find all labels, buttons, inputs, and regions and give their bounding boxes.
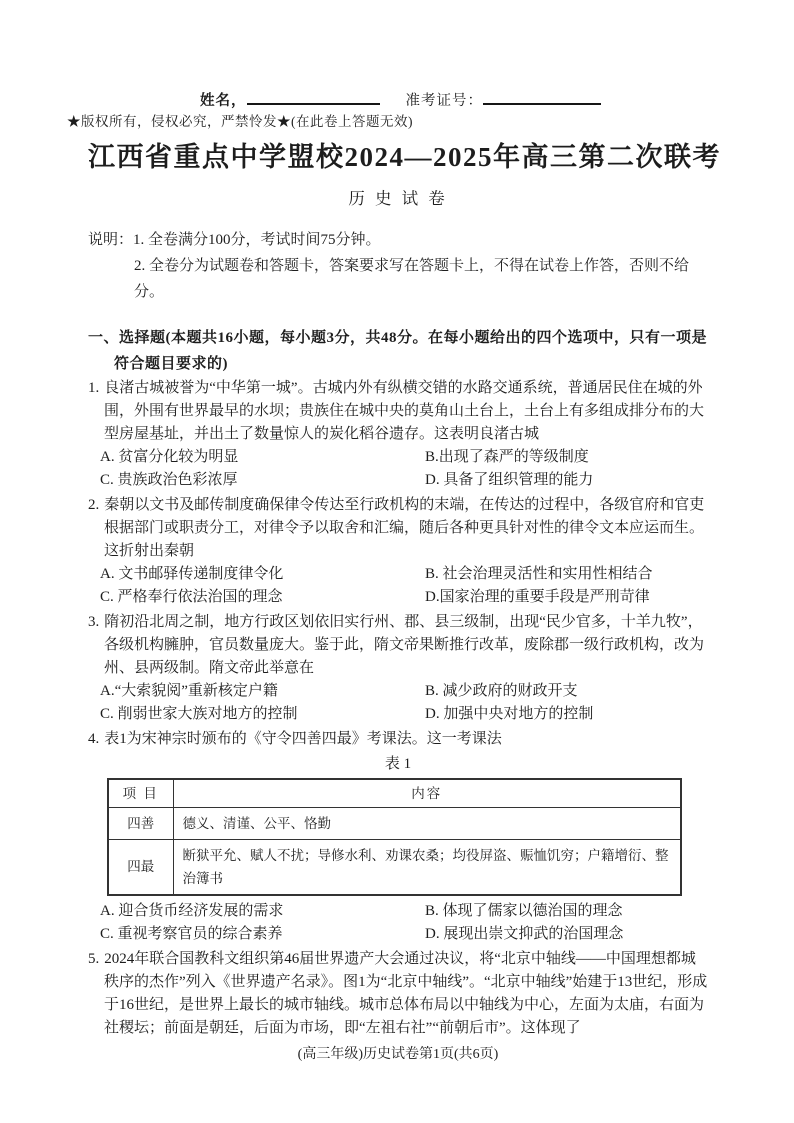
table-1 (107, 778, 682, 896)
section-heading: 一、选择题(本题共16小题，每小题3分，共48分。在每小题给出的四个选项中，只有一项是符合题目要求的) (88, 330, 707, 372)
subject-title: 历 史 试 卷 (348, 189, 448, 208)
question-3-text: 隋初沿北周之制，地方行政区划依旧实行州、郡、县三级制，出现“民少官多，十羊九牧”，各级机构臃肿，官员数量庞大。鉴于此，隋文帝果断推行改革，废除郡一级行政机构，改为州、县两级制。隋文帝此举意在 (104, 614, 705, 676)
question-5 (88, 948, 708, 1040)
exam-no-label: 准考证号： (405, 93, 483, 109)
question-1-stem (88, 377, 708, 446)
page-title: 江西省重点中学盟校2024—2025年高三第二次联考 (88, 142, 721, 172)
question-4-number: 4. (88, 731, 100, 747)
copyright-notice: ★版权所有，侵权必究，严禁怜发★(在此卷上答题无效) (67, 114, 413, 129)
exam-instructions (88, 227, 708, 305)
question-2-option-c: C. 严格奉行依法治国的理念 (100, 589, 283, 605)
table-header-content: 内容 (173, 779, 681, 807)
question-4-options (88, 900, 708, 946)
name-blank-field[interactable] (247, 93, 380, 105)
table-row (108, 807, 681, 839)
question-3-stem (88, 611, 708, 680)
table-cell-category: 四善 (108, 807, 173, 839)
question-3-option-a: A.“大索貌阅”重新核定户籍 (100, 683, 278, 699)
table-row (108, 779, 681, 807)
question-4 (88, 728, 708, 946)
question-2-text: 秦朝以文书及邮传制度确保律令传达至行政机构的末端，在传达的过程中，各级官府和官吏根据部门或职责分工，对律令予以取舍和汇编，随后各种更具针对性的律令文本应运而生。这折射出秦朝 (104, 497, 705, 559)
question-2-option-a: A. 文书邮驿传递制度律令化 (100, 566, 284, 582)
question-1 (88, 377, 708, 492)
table-1-caption: 表 1 (384, 756, 412, 772)
instructions-label: 说明： (88, 232, 134, 248)
table-header-item: 项 目 (108, 779, 173, 807)
question-3-options (88, 680, 708, 726)
question-4-option-a: A. 迎合货币经济发展的需求 (100, 902, 284, 919)
page-footer: (高三年级)历史试卷第1页(共6页) (297, 1046, 499, 1062)
question-2-option-b: B. 社会治理灵活性和实用性相结合 (425, 566, 653, 582)
question-4-option-b: B. 体现了儒家以德治国的理念 (425, 902, 623, 919)
question-4-stem (88, 728, 708, 751)
question-4-text: 表1为宋神宗时颁布的《守令四善四最》考课法。这一考课法 (104, 731, 502, 747)
question-3-option-c: C. 削弱世家大族对地方的控制 (100, 706, 298, 722)
question-2-number: 2. (88, 497, 100, 513)
question-2 (88, 494, 708, 609)
question-5-stem (88, 948, 708, 1040)
question-5-text: 2024年联合国教科文组织第46届世界遗产大会通过决议，将“北京中轴线——中国理想都城秩序的杰作”列入《世界遗产名录》。图1为“北京中轴线”。“北京中轴线”始建于13世纪，形成于16世纪，是世界上最长的城市轴线。城市总体布局以中轴线为中心，左面为太庙，右面为社稷坛；前面是朝廷，后面为市场，即“左祖右社”“前朝后市”。这体现了 (104, 950, 708, 1036)
question-1-options (88, 446, 708, 492)
table-cell-category: 四最 (108, 839, 173, 895)
question-4-option-d: D. 展现出崇文抑武的治国理念 (425, 925, 624, 942)
question-2-stem (88, 494, 708, 563)
question-3 (88, 611, 708, 726)
table-row (108, 839, 681, 895)
table-cell-content: 德义、清谨、公平、恪勤 (173, 807, 681, 839)
exam-no-blank-field[interactable] (483, 93, 601, 105)
question-4-option-c: C. 重视考察官员的综合素养 (100, 925, 283, 942)
instruction-1-text: 1. 全卷满分100分，考试时间75分钟。 (133, 232, 381, 248)
table-cell-content: 断狱平允、赋人不扰；导修水利、劝课农桑；均役屏盗、赈恤饥穷；户籍增衍、整治簿书 (173, 839, 681, 895)
question-2-options (88, 563, 708, 609)
candidate-info-line (200, 92, 708, 110)
question-3-option-b: B. 减少政府的财政开支 (425, 683, 578, 699)
question-1-number: 1. (88, 380, 100, 396)
question-1-option-d: D. 具备了组织管理的能力 (425, 472, 594, 488)
question-3-number: 3. (88, 614, 100, 630)
question-5-number: 5. (88, 950, 100, 967)
question-2-option-d: D.国家治理的重要手段是严刑苛律 (425, 589, 650, 605)
question-1-option-a: A. 贫富分化较为明显 (100, 449, 239, 465)
question-3-option-d: D. 加强中央对地方的控制 (425, 706, 594, 722)
question-1-option-c: C. 贵族政治色彩浓厚 (100, 472, 238, 488)
instruction-line-2: 2. 全卷分为试题卷和答题卡，答案要求写在答题卡上，不得在试卷上作答，否则不给分。 (134, 258, 690, 300)
question-1-option-b: B.出现了森严的等级制度 (425, 449, 589, 465)
question-1-text: 良渚古城被誉为“中华第一城”。古城内外有纵横交错的水路交通系统，普通居民住在城的外围，外围有世界最早的水坝；贵族住在城中央的莫角山土台上，土台上有多组成排分布的大型房屋基址，并出土了数量惊人的炭化稻谷遗存。这表明良渚古城 (104, 380, 705, 442)
instruction-line-1 (88, 227, 708, 253)
name-label: 姓名， (200, 93, 247, 109)
